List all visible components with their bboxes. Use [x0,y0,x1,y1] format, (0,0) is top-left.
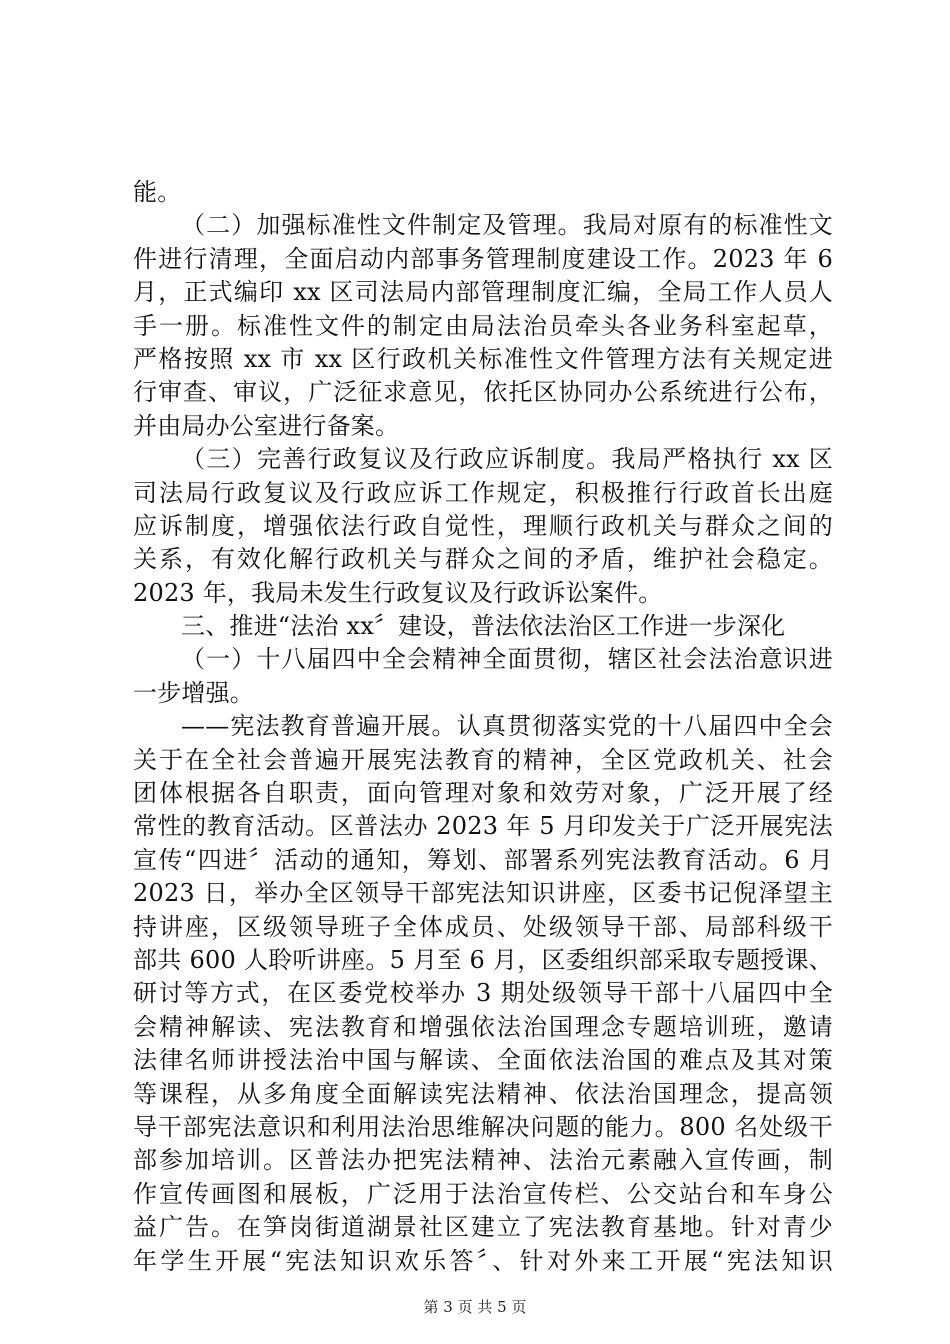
text-line: 部参加培训。区普法办把宪法精神、法治元素融入宣传画，制 [133,1146,833,1175]
text-line: 部共 600 人聆听讲座。5 月至 6 月，区委组织部采取专题授课、 [133,945,833,974]
page-number-footer: 第 3 页 共 5 页 [423,1298,527,1316]
text-line: 团体根据各自职责，面向管理对象和效劳对象，广泛开展了经 [133,779,833,808]
text-line: 益广告。在笋岗街道湖景社区建立了宪法教育基地。针对青少 [133,1213,833,1242]
section-heading: 三、推进“法治 xx〞建设，普法依法治区工作进一步深化 [181,612,786,641]
text-line: ——宪法教育普遍开展。认真贯彻落实党的十八届四中全会 [181,712,833,741]
text-line: 能。 [133,178,182,206]
text-line: 行审查、审议，广泛征求意见，依托区协同办公系统进行公布， [133,378,833,407]
text-line: 严格按照 xx 市 xx 区行政机关标准性文件管理方法有关规定进 [133,344,833,373]
text-line: （一）十八届四中全会精神全面贯彻，辖区社会法治意识进 [181,645,833,674]
text-line: 关于在全社会普遍开展宪法教育的精神，全区党政机关、社会 [133,745,833,774]
text-line: 等课程，从多角度全面解读宪法精神、依法治国理念，提高领 [133,1079,833,1108]
text-line: 会精神解读、宪法教育和增强依法治国理念专题培训班，邀请 [133,1012,833,1041]
text-line: 研讨等方式，在区委党校举办 3 期处级领导干部十八届四中全 [133,979,833,1008]
text-line: 常性的教育活动。区普法办 2023 年 5 月印发关于广泛开展宪法 [133,812,833,841]
text-line: （二）加强标准性文件制定及管理。我局对原有的标准性文 [181,211,833,240]
text-line: 关系，有效化解行政机关与群众之间的矛盾，维护社会稳定。 [133,545,833,574]
text-line: （三）完善行政复议及行政应诉制度。我局严格执行 xx 区 [181,445,833,474]
text-line: 应诉制度，增强依法行政自觉性，理顺行政机关与群众之间的 [133,511,833,540]
text-line: 年学生开展“宪法知识欢乐答〞、针对外来工开展“宪法知识 [133,1246,833,1275]
text-line: 作宣传画图和展板，广泛用于法治宣传栏、公交站台和车身公 [133,1179,833,1208]
text-line: 导干部宪法意识和利用法治思维解决问题的能力。800 名处级干 [133,1112,833,1141]
text-line: 持讲座，区级领导班子全体成员、处级领导干部、局部科级干 [133,912,833,941]
text-line: 手一册。标准性文件的制定由局法治员牵头各业务科室起草， [133,311,833,340]
text-line: 宣传“四进〞活动的通知，筹划、部署系列宪法教育活动。6 月 [133,845,833,874]
text-line: 件进行清理，全面启动内部事务管理制度建设工作。2023 年 6 [133,244,833,273]
text-line: 月，正式编印 xx 区司法局内部管理制度汇编，全局工作人员人 [133,278,833,307]
text-line: 法律名师讲授法治中国与解读、全面依法治国的难点及其对策 [133,1046,833,1075]
text-line: 司法局行政复议及行政应诉工作规定，积极推行行政首长出庭 [133,478,833,507]
text-line: 一步增强。 [133,678,254,707]
text-line: 并由局办公室进行备案。 [133,411,400,440]
document-body [133,176,833,1278]
text-line: 2023 日，举办全区领导干部宪法知识讲座，区委书记倪泽望主 [133,879,833,908]
text-line: 2023 年，我局未发生行政复议及行政诉讼案件。 [133,578,663,607]
